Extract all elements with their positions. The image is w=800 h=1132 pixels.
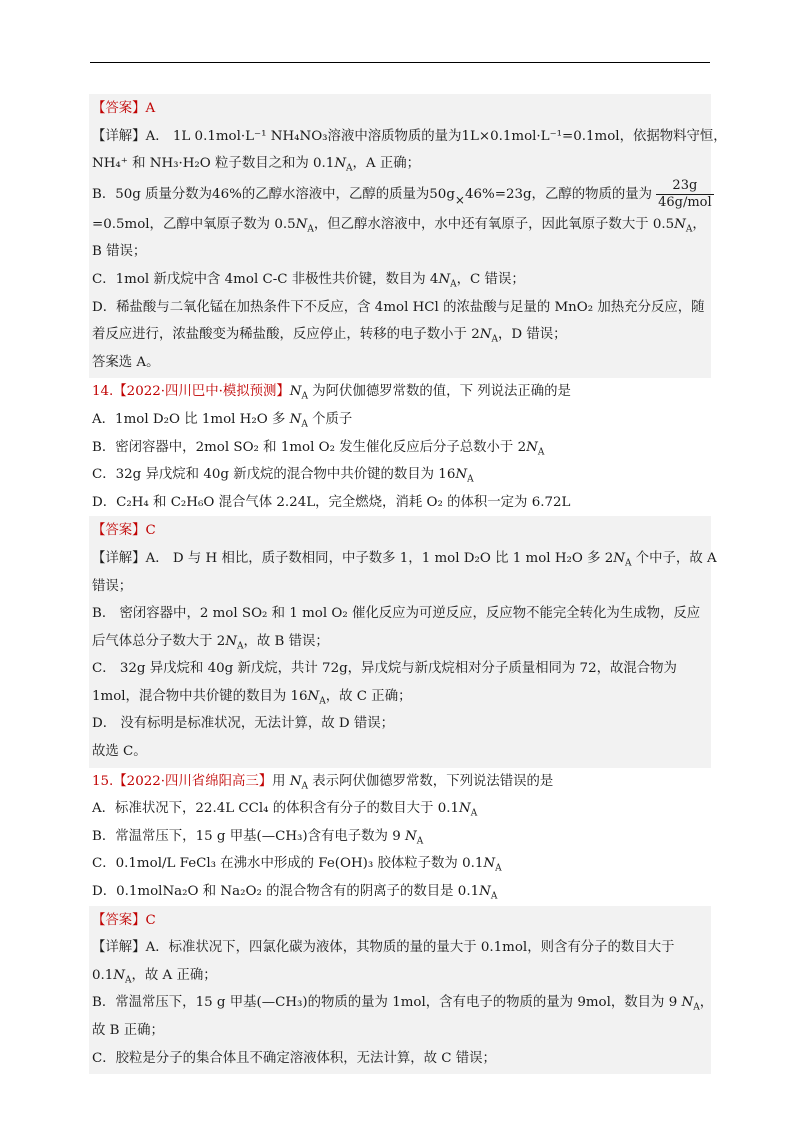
explanation-line: B．常温常压下，15 g 甲基(—CH₃)的物质的量为 1mol，含有电子的物质的量为 9mol，数目为 9 $N_A$， <box>92 995 714 1014</box>
option-a: A．标准状况下，22.4L CCl₄ 的体积含有分子的数目大于 $0.1N_A$ <box>92 801 478 819</box>
question-stem <box>92 768 708 796</box>
header-rule <box>90 62 710 63</box>
question-source: 【2022·四川巴中·模拟预测】 <box>113 384 290 400</box>
question-14 <box>89 378 711 516</box>
option-d: D．C₂H₄ 和 C₂H₆O 混合气体 2.24L，完全燃烧，消耗 O₂ 的体积一定为 6.72L <box>92 494 571 510</box>
answer-label: 【答案】A <box>92 101 156 116</box>
explanation-line: 后气体总分子数大于 $2N_A$，故 B 错误； <box>92 633 329 652</box>
document-body <box>89 94 727 1074</box>
times-sign: × <box>454 192 465 207</box>
option-b: B．密闭容器中，2mol SO₂ 和 1mol O₂ 发生催化反应后分子总数小于 $2N_A$ <box>92 439 545 458</box>
explanation-line: C．胶粒是分子的集合体且不确定溶液体积，无法计算，故 C 错误； <box>92 1050 496 1066</box>
explanation-line: D．稀盐酸与二氧化锰在加热条件下不反应，含 4mol HCl 的浓盐酸与足量的 MnO₂ 加热充分反应，随 <box>92 299 705 315</box>
answer-label: 【答案】C <box>92 523 156 539</box>
option-c: C．32g 异戊烷和 40g 新戊烷的混合物中共价键的数目为 $16N_A$ <box>92 467 474 485</box>
explanation-line: C． 32g 异戊烷和 40g 新戊烷，共计 72g，异戊烷与新戊烷相对分子质量相同为 72，故混合物为 <box>92 661 677 677</box>
question-15 <box>89 768 711 906</box>
answer-block-15 <box>89 906 714 1075</box>
explanation-line: $0.1N_A$，故 A 正确； <box>92 967 217 986</box>
conclusion: 答案选 A。 <box>92 354 160 370</box>
explanation-line: 【详解】A．标准状况下，四氯化碳为液体，其物质的量的量大于 0.1mol，则含有分子的数目大于 <box>92 940 675 956</box>
question-text: $N_A$ 为阿伏伽德罗常数的值，下 列说法正确的是 <box>289 384 571 403</box>
question-source: 【2022·四川省绵阳高三】 <box>113 773 273 789</box>
explanation-line: C．1mol 新戊烷中含 4mol C-C 非极性共价键，数目为 $4N_A$，C 错误； <box>92 271 525 290</box>
fraction <box>656 178 714 211</box>
detail-label: 【详解】 <box>92 940 146 956</box>
fraction-denominator: 46g/mol <box>658 194 712 210</box>
option-b: B．常温常压下，15 g 甲基(—CH₃)含有电子数为 9 $N_A$ <box>92 828 424 847</box>
option-c: C．0.1mol/L FeCl₃ 在沸水中形成的 Fe(OH)₃ 胶体粒子数为 $0.1N_A$ <box>92 856 502 875</box>
option-a: A．1mol D₂O 比 1mol H₂O 多 $N_A$ 个质子 <box>92 411 353 430</box>
detail-label: 【详解】 <box>92 128 146 144</box>
explanation-line: B． 密闭容器中，2 mol SO₂ 和 1 mol O₂ 催化反应为可逆反应，反应物不能完全转化为生成物，反应 <box>92 606 701 622</box>
explanation-line: 【详解】A． D 与 H 相比，质子数相同，中子数多 1，1 mol D₂O 比 1 mol H₂O 多 $2N_A$ 个中子，故 A <box>92 550 717 569</box>
question-number: 15. <box>92 773 114 789</box>
option-d: D．0.1molNa₂O 和 Na₂O₂ 的混合物含有的阴离子的数目是 $0.1N_A$ <box>92 884 498 902</box>
explanation-line: 【详解】A． 1L 0.1mol·L⁻¹ NH₄NO₃溶液中溶质物质的量为1L×0.1mol·L⁻¹=0.1mol，依据物料守恒， <box>92 128 727 144</box>
explanation-line: B 错误； <box>92 244 147 260</box>
question-stem <box>92 378 708 406</box>
question-number: 14. <box>92 384 114 400</box>
conclusion: 故选 C。 <box>92 744 147 760</box>
explanation-line: 故 B 正确； <box>92 1023 164 1038</box>
explanation-line: D． 没有标明是标准状况，无法计算，故 D 错误； <box>92 716 395 732</box>
explanation-line: NH₄⁺ 和 NH₃·H₂O 粒子数目之和为 $0.1N_A$，A 正确； <box>92 156 421 174</box>
explanation-line-fraction: B．50g 质量分数为46%的乙醇水溶液中，乙醇的质量为50g×46%=23g，乙醇的物质的量为 $\frac{23g}{\text{46g/mol}}$ <box>92 177 712 210</box>
question-text: 用 $N_A$ 表示阿伏伽德罗常数，下列说法错误的是 <box>272 773 554 792</box>
answer-block-14 <box>89 516 717 767</box>
answer-block-13 <box>89 94 727 378</box>
answer-label: 【答案】C <box>92 912 156 928</box>
explanation-line: 着反应进行，浓盐酸变为稀盐酸，反应停止，转移的电子数小于 $2N_A$，D 错误； <box>92 327 567 345</box>
explanation-line: 1mol，混合物中共价键的数目为 $16N_A$，故 C 正确； <box>92 688 412 707</box>
fraction-numerator: 23g <box>656 178 714 195</box>
explanation-line: =0.5mol，乙醇中氧原子数为 $0.5N_A$，但乙醇水溶液中，水中还有氧原子，因此氧原子数大于 $0.5N_A$， <box>92 216 706 235</box>
explanation-line: 错误； <box>92 578 133 594</box>
detail-label: 【详解】 <box>92 550 146 566</box>
